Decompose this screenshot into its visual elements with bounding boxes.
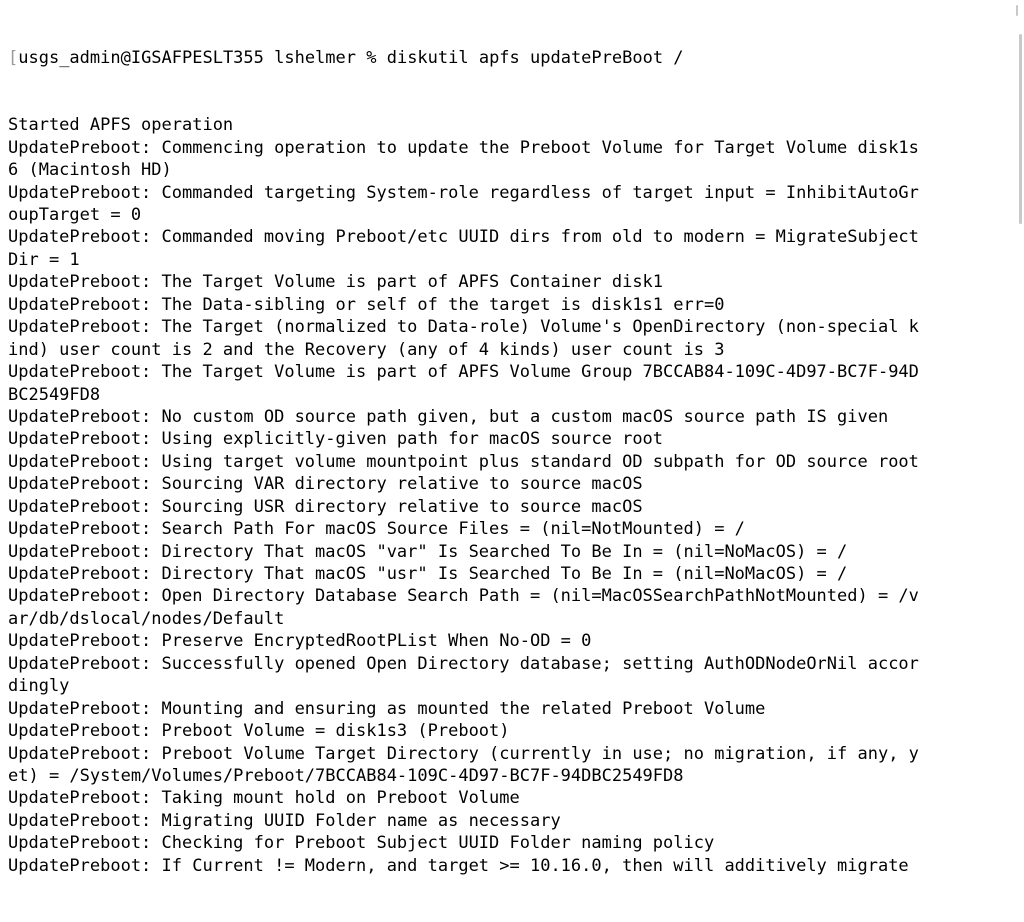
output-line: UpdatePreboot: No custom OD source path given, but a custom macOS source path IS given [8, 406, 889, 427]
output-line: UpdatePreboot: Mounting and ensuring as mounted the related Preboot Volume [8, 698, 766, 719]
output-line: UpdatePreboot: Open Directory Database Search Path = (nil=MacOSSearchPathNotMounted) = /v [8, 586, 919, 607]
output-line: et) = /System/Volumes/Preboot/7BCCAB84-109C-4D97-BC7F-94DBC2549FD8 [8, 765, 684, 786]
output-line: UpdatePreboot: The Data-sibling or self of the target is disk1s1 err=0 [8, 294, 725, 315]
output-line: ind) user count is 2 and the Recovery (any of 4 kinds) user count is 3 [8, 339, 725, 360]
output-line: Dir = 1 [8, 249, 80, 270]
output-line: UpdatePreboot: Sourcing VAR directory relative to source macOS [8, 474, 643, 495]
output-line: UpdatePreboot: Using explicitly-given path for macOS source root [8, 429, 664, 450]
output-line: UpdatePreboot: The Target Volume is part of APFS Volume Group 7BCCAB84-109C-4D97-BC7F-94D [8, 362, 919, 383]
output-line: oupTarget = 0 [8, 205, 142, 225]
output-line: UpdatePreboot: Commanded targeting System-role regardless of target input = InhibitAutoGr [8, 182, 919, 203]
scrollbar-thumb[interactable] [1019, 34, 1022, 224]
output-line: ar/db/dslocal/nodes/Default [8, 608, 285, 629]
output-line: UpdatePreboot: Preserve EncryptedRootPList When No-OD = 0 [8, 631, 592, 652]
output-line: UpdatePreboot: Commanded moving Preboot/etc UUID dirs from old to modern = MigrateSubject [8, 227, 919, 248]
vertical-scrollbar[interactable] [1012, 0, 1024, 787]
output-line: UpdatePreboot: Search Path For macOS Source Files = (nil=NotMounted) = / [8, 519, 745, 540]
scroll-up-arrow-icon[interactable] [1016, 5, 1018, 16]
output-line: UpdatePreboot: The Target (normalized to Data-role) Volume's OpenDirectory (non-special k [8, 317, 919, 338]
output-line: UpdatePreboot: Directory That macOS "usr" Is Searched To Be In = (nil=NoMacOS) = / [8, 564, 848, 584]
output-line: UpdatePreboot: Migrating UUID Folder name as necessary [8, 810, 561, 831]
shell-command: diskutil apfs updatePreBoot / [386, 47, 684, 68]
output-line: UpdatePreboot: Taking mount hold on Preboot Volume [8, 788, 520, 809]
output-line: UpdatePreboot: If Current != Modern, and target >= 10.16.0, then will additively migrate [8, 855, 909, 876]
output-line: UpdatePreboot: Using target volume mountpoint plus standard OD subpath for OD source root [8, 451, 919, 472]
output-line: UpdatePreboot: Preboot Volume = disk1s3 (Preboot) [8, 721, 510, 742]
output-line: UpdatePreboot: Checking for Preboot Subject UUID Folder naming policy [8, 833, 715, 854]
output-line: UpdatePreboot: Sourcing USR directory relative to source macOS [8, 496, 643, 517]
output-lines [8, 114, 1010, 877]
command-line [8, 47, 1010, 69]
output-line: UpdatePreboot: Directory That macOS "var" Is Searched To Be In = (nil=NoMacOS) = / [8, 541, 848, 562]
output-line: BC2549FD8 [8, 384, 101, 405]
output-line: UpdatePreboot: Commencing operation to update the Preboot Volume for Target Volume disk1s [8, 137, 919, 158]
output-line: UpdatePreboot: Preboot Volume Target Directory (currently in use; no migration, if any, y [8, 743, 919, 764]
shell-prompt: usgs_admin@IGSAFPESLT355 lshelmer % [18, 47, 387, 68]
output-line: Started APFS operation [8, 115, 234, 136]
line-marker: [ [8, 47, 19, 68]
output-line: dingly [8, 676, 70, 697]
output-line: 6 (Macintosh HD) [8, 160, 172, 181]
output-line: UpdatePreboot: Successfully opened Open Directory database; setting AuthODNodeOrNil accor [8, 653, 919, 674]
terminal-output[interactable] [8, 2, 1010, 922]
output-line: UpdatePreboot: The Target Volume is part of APFS Container disk1 [8, 272, 664, 293]
